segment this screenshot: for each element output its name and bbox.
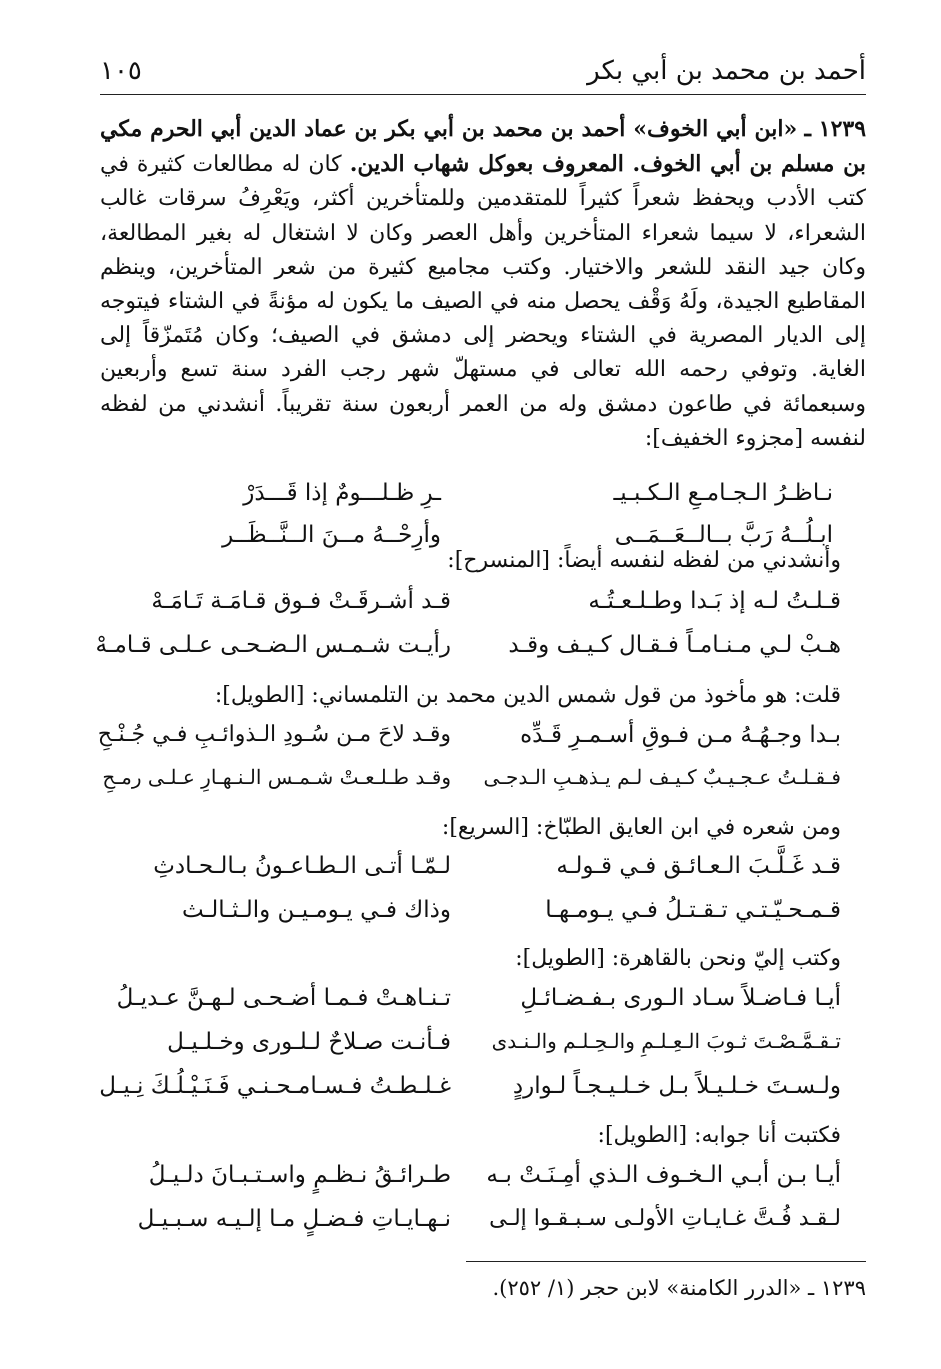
verse-first-hemistich: ابـلُــهُ رَبَّ بــالــعَــمَــى xyxy=(614,522,833,548)
verse-second-hemistich: نـهـايـاتِ فـضـلٍ مـا إلـيـه سـبـيـل xyxy=(137,1206,451,1232)
verse-first-hemistich: قـلـتُ لـه إذ بَـدا وطـلـعـتُـه xyxy=(588,588,841,614)
verse-first-hemistich: قـمـحـيّـتـي تـقـتـلُ فـي يـومـهـا xyxy=(545,897,841,923)
verse-first-hemistich: لـقـد فُـتَّ غـايـاتِ الأولـى سـبـقـوا إلـى xyxy=(489,1206,841,1231)
entry-name: «ابن أبي الخوف» أحمد بن محمد بن أبي بكر بن عماد الدين أبي الحرم مكي بن مسلم بن أبي الخوف. المعروف بعوكل شهاب الدين. xyxy=(100,116,866,178)
verse-second-hemistich: رأيـت شـمـس الـضـحـى عـلـى قـامـهْ xyxy=(95,632,451,658)
verse-first-hemistich: تـقـمَّـصْـتَ ثـوبَ الـعِـلـمِ والـحِـلـم والـنـدى xyxy=(491,1029,841,1053)
verse-second-hemistich: قـد أشـرقَـتْ فـوق قـامَـة تَـامَـهْ xyxy=(151,588,451,614)
verse-first-hemistich: نـاظـرُ الـجـامـعِ الـكـبـيـ xyxy=(613,480,833,506)
entry-biography: كان له مطالعات كثيرة في كتب الأدب ويحفظ شعراً كثيراً للمتقدمين وللمتأخرين أكثر، ويَعْرِفُ سرقات غالب الشعراء، لا سيما شعراء المتأخرين وأهل العصر وكان لا اشتغال له بغير المطالعة، وكان جيد النقد للشعر والاختيار. وكتب مجاميع كثيرة من شعر المتأخرين، وينظم المقاطيع الجيدة، ولَهُ وَقْف يحصل منه في الصيف ما يكون له مؤنةً في الشتاء فيتوجه إلى الديار المصرية في الشتاء ويحضر إلى دمشق في الصيف؛ وكان مُتَمزّقاً إلى الغاية. وتوفي رحمه الله تعالى في مستهلّ شهر رجب الفرد سنة تسع وأربعين وسبعمائة في طاعون دمشق وله من العمر أربعون سنة تقريباً. أنشدني من لفظه لنفسه [مجزوء الخفيف]: xyxy=(100,152,867,451)
verse-second-hemistich: فـأنـت صـلاحٌ لـلـورى وخـلـيـل xyxy=(167,1029,451,1055)
verse-second-hemistich: وذاك فـي يـومـيـن والـثـالـث xyxy=(181,897,451,923)
verse-first-hemistich: قـد غَـلَّـبَ الـعـائـق فـي قـولـه xyxy=(556,853,841,879)
poem-intro: وأنشدني من لفظه لنفسه أيضاً: [المنسرح]: xyxy=(447,548,841,573)
verse-first-hemistich: أيـا بـن أبـي الـخـوف الـذي أمِـنَـتْ بـه xyxy=(486,1162,841,1188)
verse-second-hemistich: وقـد لاحَ مـن سُـودِ الـذوائـبِ فـي جُـنْـحِ xyxy=(97,722,451,747)
verse-second-hemistich: وأرِحْــهُ مــنَ الــنَّــظَــر xyxy=(222,522,441,548)
verse-second-hemistich: وقـد طـلـعـتْ شـمـس الـنـهـارِ عـلـى رمـحِ xyxy=(102,765,451,789)
header-title: أحمد بن محمد بن أبي بكر xyxy=(587,56,866,86)
verse-second-hemistich: طـرائـقُ نـظـمٍ واسـتـبـانَ دلـيـلُ xyxy=(148,1162,451,1188)
verse-second-hemistich: تـنـاهـتْ فـمـا أضـحـى لـهـنَّ عـديـلُ xyxy=(116,985,451,1011)
page-number: ١٠٥ xyxy=(100,56,142,86)
poem-intro: قلت: هو مأخوذ من قول شمس الدين محمد بن التلمساني: [الطويل]: xyxy=(214,683,841,708)
footnote: ١٢٣٩ ـ «الدرر الكامنة» لابن حجر (١/ ٢٥٢). xyxy=(492,1276,866,1300)
poem-intro: فكتبت أنا جوابه: [الطويل]: xyxy=(597,1123,841,1148)
verse-first-hemistich: بـدا وجـهُـهُ مـن فـوقِ أسـمـرِ قَـدِّه xyxy=(520,722,841,748)
footnote-divider xyxy=(466,1261,866,1262)
poem-intro: وكتب إليّ ونحن بالقاهرة: [الطويل]: xyxy=(515,946,841,971)
verse-first-hemistich: فـقـلـتُ عـجـيـبٌ كـيـف لـم يـذهـبِ الـدجـى xyxy=(483,765,841,789)
entry-number: ١٢٣٩ ـ xyxy=(804,116,867,142)
verse-first-hemistich: أيـا فـاضـلاً سـاد الـورى بـفـضـائـلِ xyxy=(520,985,841,1011)
verse-second-hemistich: ـرِ ظـلـــومٌ إذا قَـــدَرْ xyxy=(243,480,441,506)
entry-body xyxy=(100,112,866,456)
verse-first-hemistich: هـبْ لـي مـنـامـاً فـقـال كـيـف وقـد xyxy=(508,632,841,658)
poem-intro: ومن شعره في ابن العايق الطبّاخ: [السريع]: xyxy=(441,815,841,840)
verse-second-hemistich: لـمّـا أتـى الـطـاعـونُ بـالـحـادثِ xyxy=(153,853,451,879)
verse-first-hemistich: ولـسـتَ خـلـيـلاً بـل خـلـيـجـاً لـواردٍ xyxy=(512,1073,841,1099)
verse-second-hemistich: غـلـطـتُ فـسـامـحـنـي فَـنَـيْـلُـكَ نِـيـل xyxy=(99,1073,451,1099)
running-header xyxy=(100,52,866,95)
